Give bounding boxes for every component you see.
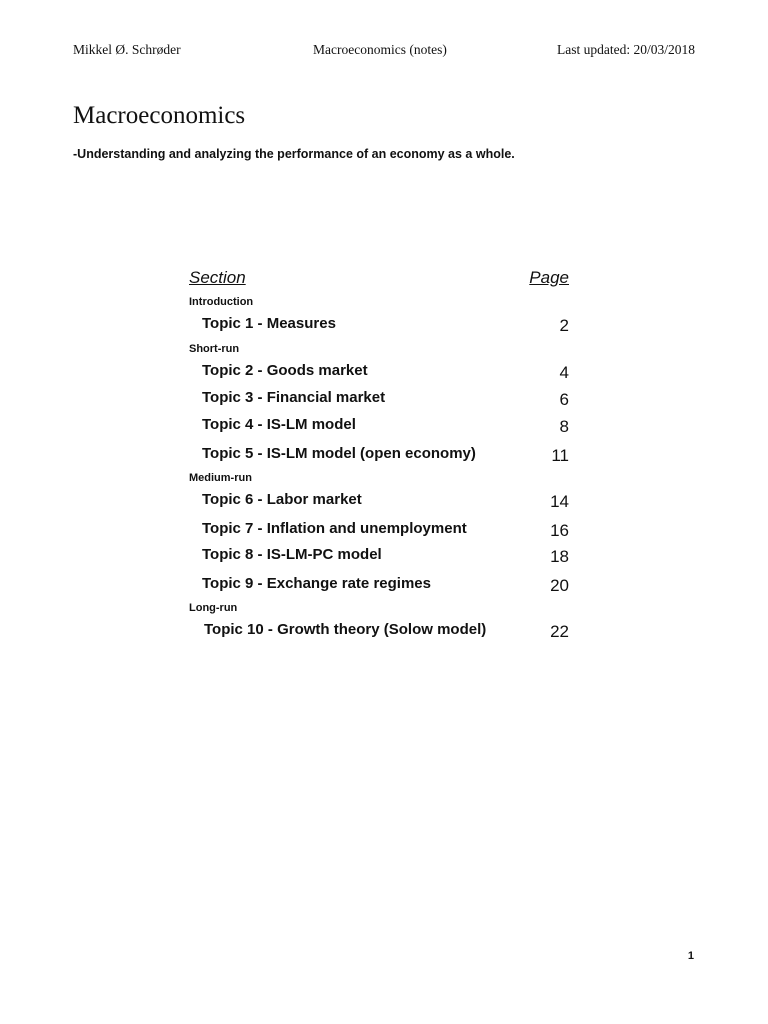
- group-label-short-run: Short-run: [189, 343, 240, 355]
- document-subtitle: -Understanding and analyzing the performance of an economy as a whole.: [73, 147, 515, 161]
- toc-page-number: 4: [559, 363, 569, 382]
- toc-topic-label: Topic 2 - Goods market: [202, 362, 368, 379]
- document-title: Macroeconomics: [73, 102, 246, 129]
- toc-topic-label: Topic 1 - Measures: [202, 315, 336, 332]
- toc-topic-label: Topic 9 - Exchange rate regimes: [202, 575, 431, 592]
- toc-page-number: 2: [559, 316, 569, 335]
- toc-row[interactable]: [189, 442, 569, 470]
- toc-row[interactable]: [189, 517, 569, 545]
- group-label-long-run: Long-run: [189, 602, 238, 614]
- toc-page-number: 8: [559, 417, 569, 436]
- toc-row[interactable]: [189, 314, 569, 341]
- toc-page-number: 20: [550, 576, 569, 595]
- page-column-header: Page: [529, 268, 569, 287]
- toc-page-number: 11: [551, 446, 569, 465]
- toc-topic-label: Topic 4 - IS-LM model: [202, 416, 356, 433]
- table-of-contents: [189, 266, 569, 647]
- toc-row[interactable]: [189, 545, 569, 572]
- toc-topic-label: Topic 7 - Inflation and unemployment: [202, 520, 467, 537]
- page-header: [73, 42, 695, 62]
- toc-page-number: 6: [559, 390, 569, 409]
- toc-topic-label: Topic 6 - Labor market: [202, 491, 362, 508]
- author-name: Mikkel Ø. Schrøder: [73, 42, 181, 57]
- toc-page-number: 14: [550, 492, 569, 511]
- toc-topic-label: Topic 10 - Growth theory (Solow model): [204, 621, 487, 638]
- toc-topic-label: Topic 3 - Financial market: [202, 389, 386, 406]
- toc-topic-label: Topic 5 - IS-LM model (open economy): [202, 445, 476, 462]
- toc-row[interactable]: [189, 361, 569, 388]
- toc-page-number: 16: [550, 521, 569, 540]
- toc-row[interactable]: [189, 490, 569, 517]
- toc-row[interactable]: [189, 388, 569, 415]
- toc-row[interactable]: [189, 620, 569, 647]
- toc-header: [189, 266, 569, 294]
- toc-page-number: 18: [550, 547, 569, 566]
- group-label-medium-run: Medium-run: [189, 472, 252, 484]
- toc-topic-label: Topic 8 - IS-LM-PC model: [202, 546, 382, 563]
- toc-row[interactable]: [189, 572, 569, 600]
- page-number: 1: [687, 950, 694, 962]
- toc-page-number: 22: [550, 622, 569, 641]
- group-label-introduction: Introduction: [189, 296, 254, 308]
- toc-row[interactable]: [189, 415, 569, 442]
- section-column-header: Section: [189, 268, 246, 287]
- course-name: Macroeconomics (notes): [313, 42, 447, 57]
- last-updated: Last updated: 20/03/2018: [557, 42, 695, 57]
